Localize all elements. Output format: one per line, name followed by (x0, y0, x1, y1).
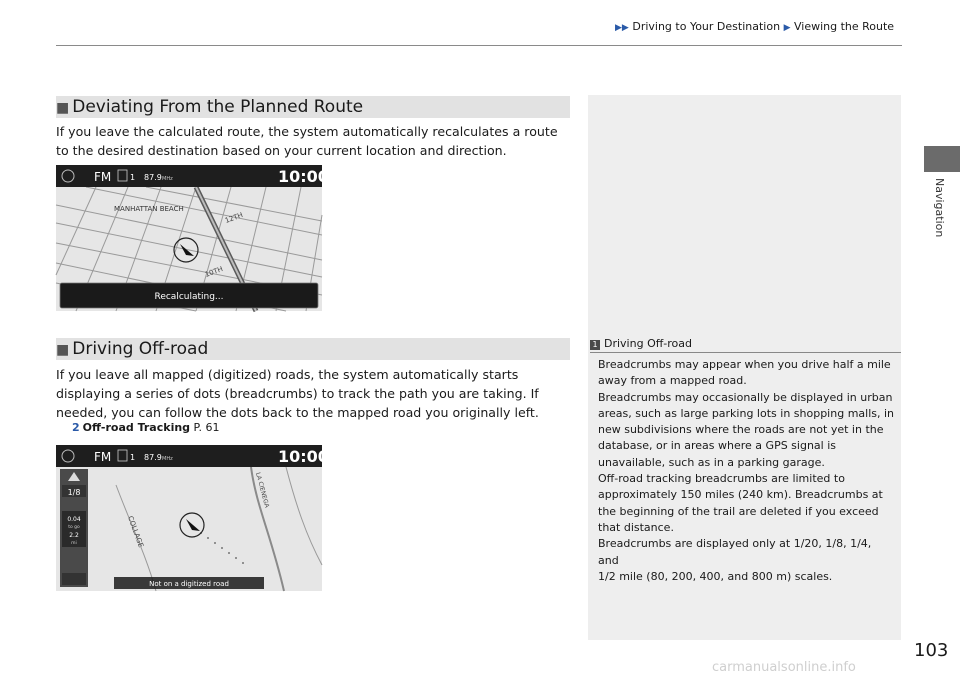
section-body-offroad: If you leave all mapped (digitized) roads, the system automatically starts displaying a series of dots (breadcrumbs) to track the path you are taking. If needed, you can follow the dots back to the mapped road you originally left. (56, 367, 539, 420)
breadcrumb-page: Viewing the Route (793, 20, 895, 33)
band-label: FM (94, 170, 112, 184)
frequency-unit: MHz (162, 176, 173, 182)
breadcrumb-arrow-icon: ▶▶ (615, 23, 629, 33)
note-line: that distance. (598, 520, 674, 534)
note-line: Off-road tracking breadcrumbs are limited to (598, 472, 845, 486)
note-line: Breadcrumbs may appear when you drive half a mile (598, 358, 891, 371)
frequency-label: 87.9 (144, 453, 162, 462)
header-rule (56, 45, 902, 46)
street-label: LA CIENEGA (254, 471, 271, 509)
map-menu-button[interactable] (62, 573, 86, 585)
recalculating-screen (56, 165, 329, 311)
note-line: new subdivisions where the roads are not yet in the (598, 423, 884, 437)
note-line: the beginning of the trail are deleted if you exceed (598, 504, 879, 518)
reference-label[interactable]: Off-road Tracking (82, 421, 191, 434)
distance-label: to go (68, 525, 80, 530)
section-body-deviating: If you leave the calculated route, the system automatically recalculates a route to the desired destination based on your current location and direction. (56, 124, 558, 158)
street-label: 10TH (203, 265, 225, 279)
note-body (598, 357, 894, 585)
recalculating-status: Recalculating... (154, 292, 224, 302)
note-rule (590, 352, 901, 353)
note-line: database, or in areas where a GPS signal is (598, 439, 836, 453)
reference-page: P. 61 (193, 421, 220, 434)
frequency-unit: MHz (162, 456, 173, 462)
note-title-text: Driving Off-road (604, 337, 693, 350)
chapter-tab (924, 146, 960, 172)
preset-label: 1 (130, 453, 136, 462)
breadcrumb-section[interactable]: Driving to Your Destination (632, 20, 781, 33)
clock-label: 10:00 (278, 167, 329, 186)
breadcrumb (615, 20, 894, 33)
section-heading-offroad (56, 338, 570, 360)
preset-label: 1 (130, 173, 136, 182)
note-line: away from a mapped road. (598, 374, 747, 388)
frequency-label: 87.9 (144, 173, 162, 182)
note-line: Breadcrumbs are displayed only at 1/20, 1/8, 1/4, and (598, 537, 872, 567)
street-label: 12TH (223, 211, 245, 225)
cross-reference[interactable] (72, 421, 219, 434)
note-line: areas, such as large parking lots in shopping malls, in (598, 406, 895, 420)
note-title (590, 337, 692, 350)
section-heading-text: Driving Off-road (72, 339, 209, 359)
chapter-label: Navigation (933, 178, 946, 238)
section-marker-icon: ■ (56, 342, 70, 358)
note-line: approximately 150 miles (240 km). Breadcrumbs at (598, 488, 883, 502)
band-label: FM (94, 450, 112, 464)
section-heading-deviating (56, 96, 570, 118)
offroad-screen (56, 445, 329, 591)
breadcrumb-separator-icon: ▶ (783, 23, 791, 33)
clock-label: 10:00 (278, 447, 329, 466)
distance-value: 0.04 (67, 516, 81, 523)
area-label: MANHATTAN BEACH (114, 205, 184, 213)
note-line: unavailable, such as in a parking garage. (598, 455, 825, 469)
watermark: carmanualsonline.info (712, 660, 856, 675)
reference-arrow-icon: 2 (72, 421, 80, 434)
distance-unit: mi (71, 541, 77, 546)
offroad-status: Not on a digitized road (149, 580, 229, 588)
distance-total: 2.2 (69, 532, 79, 539)
section-heading-text: Deviating From the Planned Route (72, 97, 364, 117)
street-label: COLLAGE (126, 514, 145, 549)
map-scale-button[interactable]: 1/8 (67, 488, 81, 497)
note-line: Breadcrumbs may occasionally be displayed in urban (598, 390, 893, 404)
section-marker-icon: ■ (56, 100, 70, 116)
page-number: 103 (914, 640, 949, 661)
note-line: 1/2 mile (80, 200, 400, and 800 m) scales. (598, 569, 833, 583)
note-icon: 1 (590, 340, 600, 350)
